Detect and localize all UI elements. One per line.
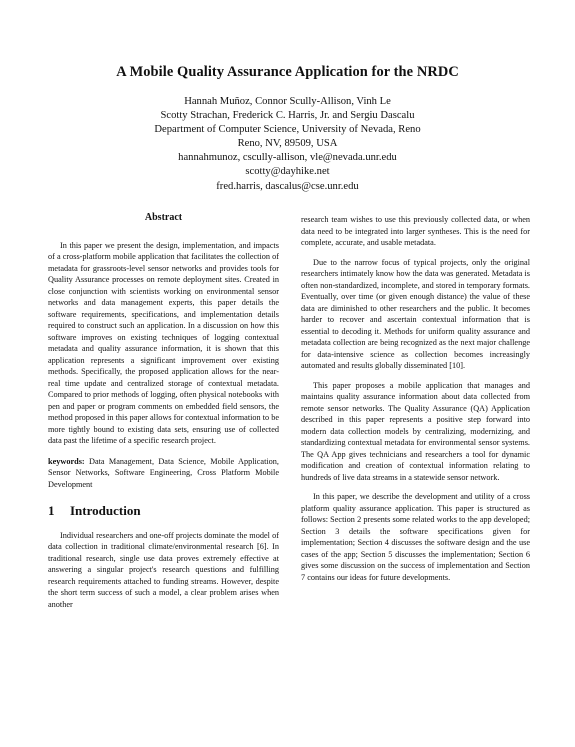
intro-paragraph: research team wishes to use this previously collected data, or when data need to be integrated into larger syntheses. This is the need for complete, accurate, and usable metadata. <box>301 215 530 248</box>
email-line: scotty@dayhike.net <box>245 166 330 178</box>
intro-paragraph: This paper proposes a mobile application that manages and maintains quality assurance information about data collected from remote sensor networks. The Quality Assurance (QA) Application described in this paper represents a positive step forward into modern data collection models by centralizing, modernizing, and standardizing contextual metadata for environmental sensor systems. The QA App gives technicians and researchers a tool for dynamic modification and creation of contextual information relating to hundreds of live data streams in a statewide sensor network. <box>301 380 530 482</box>
author-block <box>0 95 575 194</box>
keywords-paragraph <box>48 456 279 491</box>
affiliation-line: Department of Computer Science, University of Nevada, Reno <box>154 124 421 136</box>
intro-paragraph: Individual researchers and one-off projects dominate the model of data collection in traditional climate/environmental research [6]. In traditional research, single use data proves extremely effective at answering a singular project's research questions and fulfilling research requirements attached to funding streams. However, despite the short term success of such a model, a clear problem arises when another <box>48 530 279 609</box>
right-column <box>301 214 530 583</box>
address-line: Reno, NV, 89509, USA <box>237 138 338 150</box>
email-line: hannahmunoz, cscully-allison, vle@nevada.unr.edu <box>178 152 397 164</box>
intro-paragraph: In this paper, we describe the development and utility of a cross platform quality assurance application. This paper is structured as follows: Section 2 presents some related works to the app developed; Section 3 details the software specifications given for implementation; Section 4 discusses the software design and the use cases of the app; Section 5 discusses the implementation; Section 6 gives some discussion on the success of implementation and Section 7 contains our ideas for future developments. <box>301 492 530 582</box>
abstract-heading: Abstract <box>144 212 183 223</box>
email-line: fred.harris, dascalus@cse.unr.edu <box>216 180 359 192</box>
section-number: 1 <box>48 503 55 519</box>
left-column <box>48 212 279 610</box>
abstract-text: In this paper we present the design, implementation, and impacts of a cross-platform mobile application that facilitates the collection of metadata for grassroots-level sensor networks and provides tools for Quality Assurance processes on remote deployment sites. Created in close conjunction with scientists working on environmental sensor networks and data management experts, this paper details the software requirements, specifications, and implementation details required to construct such an application. In a discussion on how this software improves on existing techniques of logging contextual metadata and quality assurance information, it is shown that this application represents a significant improvement over existing methods. Specifically, the proposed application allows for the near-real time update and centralized storage of contextual metadata. Compared to prior methods of logging, often physical notebooks with pen and paper or program comments on embedded field sensors, the method proposed in this paper allows for contextual information to be more tightly bound to existing data sets, ensuring use of collected data past the lifetime of a specific research project. <box>48 240 279 446</box>
section-title: Introduction <box>70 503 141 519</box>
intro-paragraph: Due to the narrow focus of typical projects, only the original researchers intimately know how the data was generated. Metadata is often non-standardized, incomplete, and stored in temporary formats. Eventually, over time (or given enough distance) the value of these data are diminished to other researchers and the public. It becomes harder to recover and ascertain contextual information that is essential to decoding it. Methods for uniform quality assurance and metadata collection are being recognized as the next major challenge for data-intensive science as collection becomes increasingly automated and results globally disseminated [10]. <box>301 257 530 371</box>
author-line: Scotty Strachan, Frederick C. Harris, Jr. and Sergiu Dascalu <box>160 110 415 122</box>
paper-title: A Mobile Quality Assurance Application for the NRDC <box>116 64 459 80</box>
author-line: Hannah Muñoz, Connor Scully-Allison, Vinh Le <box>184 96 391 107</box>
keywords-text: Data Management, Data Science, Mobile Application, Sensor Networks, Software Engineering, Cross Platform Mobile Development <box>48 456 279 489</box>
keywords-label: keywords: <box>48 456 85 466</box>
section-heading-introduction <box>48 505 279 517</box>
